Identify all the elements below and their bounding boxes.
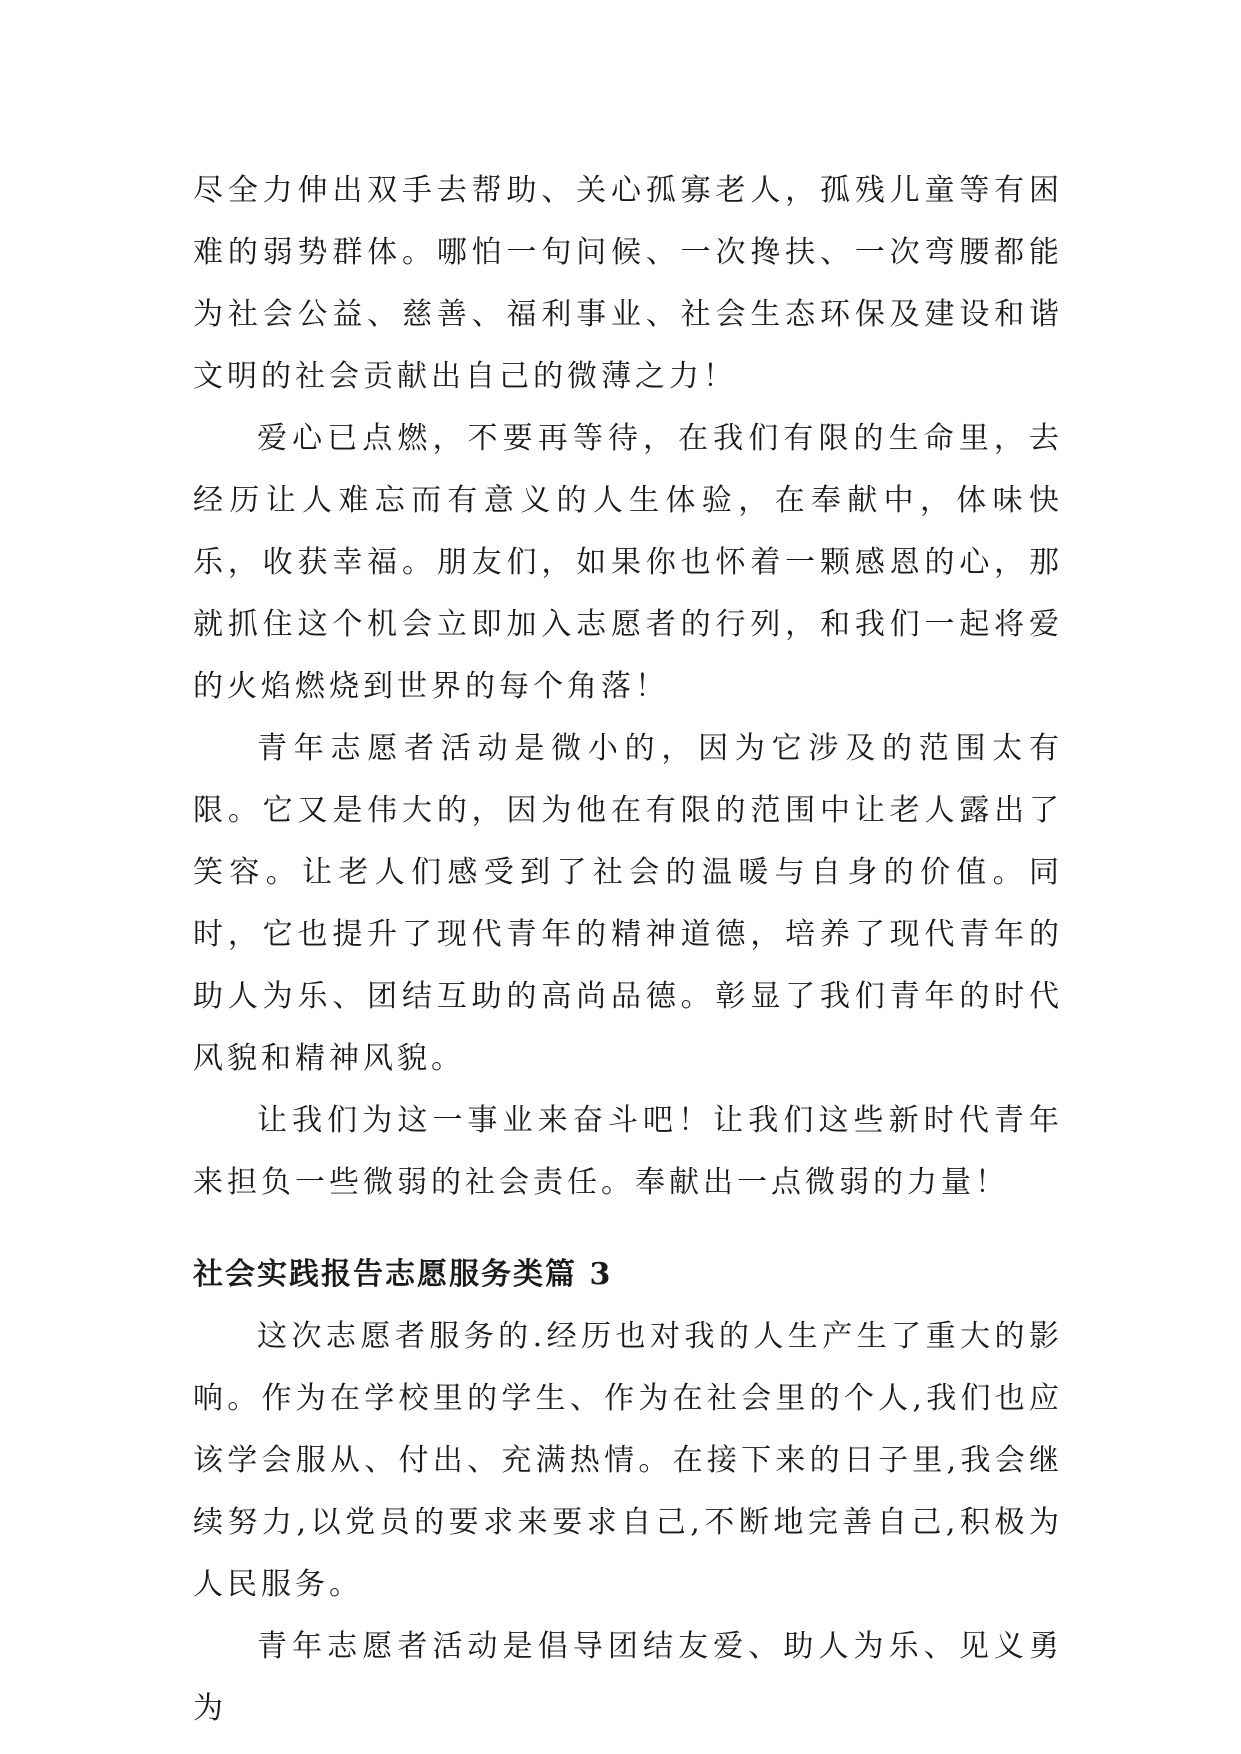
paragraph-call-to-action: 让我们为这一事业来奋斗吧！让我们这些新时代青年来担负一些微弱的社会责任。奉献出一点微弱的力量！	[193, 1103, 1063, 1200]
paragraph-advocacy: 青年志愿者活动是倡导团结友爱、助人为乐、见义勇为	[193, 1629, 1063, 1726]
section-title: 社会实践报告志愿服务类篇 3	[193, 1257, 613, 1292]
paragraph-youth-volunteer: 青年志愿者活动是微小的，因为它涉及的范围太有限。它又是伟大的，因为他在有限的范围中让老人露出了笑容。让老人们感受到了社会的温暖与自身的价值。同时，它也提升了现代青年的精神道德，培养了现代青年的助人为乐、团结互助的高尚品德。彰显了我们青年的时代风貌和精神风貌。	[193, 731, 1063, 1076]
paragraph-experience: 这次志愿者服务的.经历也对我的人生产生了重大的影响。作为在学校里的学生、作为在社会里的个人,我们也应该学会服从、付出、充满热情。在接下来的日子里,我会继续努力,以党员的要求来要求自己,不断地完善自己,积极为人民服务。	[193, 1319, 1063, 1602]
document-body	[193, 160, 1063, 1740]
paragraph-love-ignited: 爱心已点燃，不要再等待，在我们有限的生命里，去经历让人难忘而有意义的人生体验，在奉献中，体味快乐，收获幸福。朋友们，如果你也怀着一颗感恩的心，那就抓住这个机会立即加入志愿者的行列，和我们一起将爱的火焰燃烧到世界的每个角落！	[193, 421, 1063, 704]
paragraph-continued: 尽全力伸出双手去帮助、关心孤寡老人，孤残儿童等有困难的弱势群体。哪怕一句问候、一次搀扶、一次弯腰都能为社会公益、慈善、福利事业、社会生态环保及建设和谐文明的社会贡献出自己的微薄之力！	[193, 173, 1063, 394]
